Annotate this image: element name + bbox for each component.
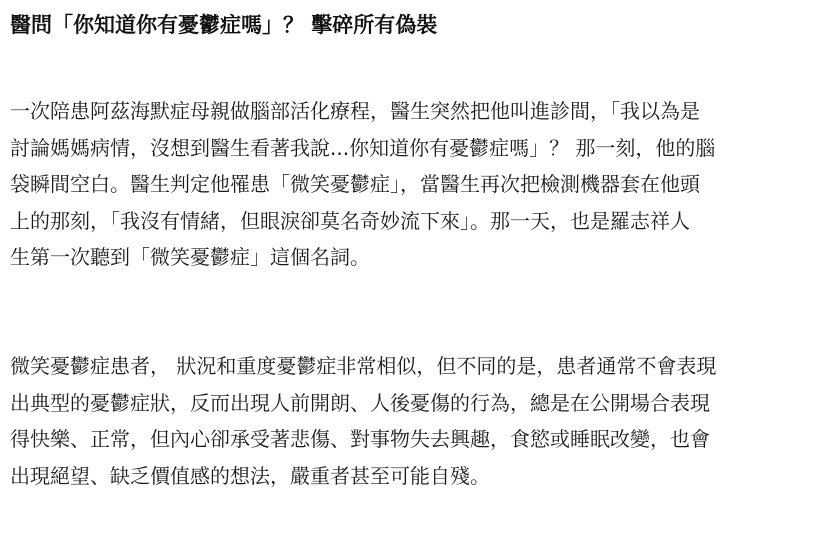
paragraph-line: 出典型的憂鬱症狀，反而出現人前開朗、人後憂傷的行為，總是在公開場合表現 (10, 390, 710, 415)
paragraph-line: 微笑憂鬱症患者， 狀況和重度憂鬱症非常相似，但不同的是，患者通常不會表現 (10, 354, 717, 378)
article-headline: 醫問「你知道你有憂鬱症嗎」？ 擊碎所有偽裝 (10, 13, 438, 37)
paragraph-line: 出現絕望、缺乏價值感的想法，嚴重者甚至可能自殘。 (10, 463, 490, 488)
article-paragraph (10, 348, 716, 494)
paragraph-line: 生第一次聽到「微笑憂鬱症」這個名詞。 (10, 245, 370, 269)
article-paragraph (10, 93, 715, 276)
paragraph-line: 得快樂、正常，但內心卻承受著悲傷、對事物失去興趣，食慾或睡眠改變，也會 (10, 427, 710, 451)
paragraph-line: 一次陪患阿茲海默症母親做腦部活化療程，醫生突然把他叫進診間，「我以為是 (10, 99, 700, 123)
paragraph-line: 上的那刻，「我沒有情緒，但眼淚卻莫名奇妙流下來」。那一天，也是羅志祥人 (10, 208, 690, 233)
paragraph-line: 討論媽媽病情，沒想到醫生看著我說...你知道你有憂鬱症嗎」？ 那一刻，他的腦 (10, 135, 716, 160)
paragraph-line: 袋瞬間空白。醫生判定他罹患「微笑憂鬱症」，當醫生再次把檢測機器套在他頭 (10, 172, 700, 196)
